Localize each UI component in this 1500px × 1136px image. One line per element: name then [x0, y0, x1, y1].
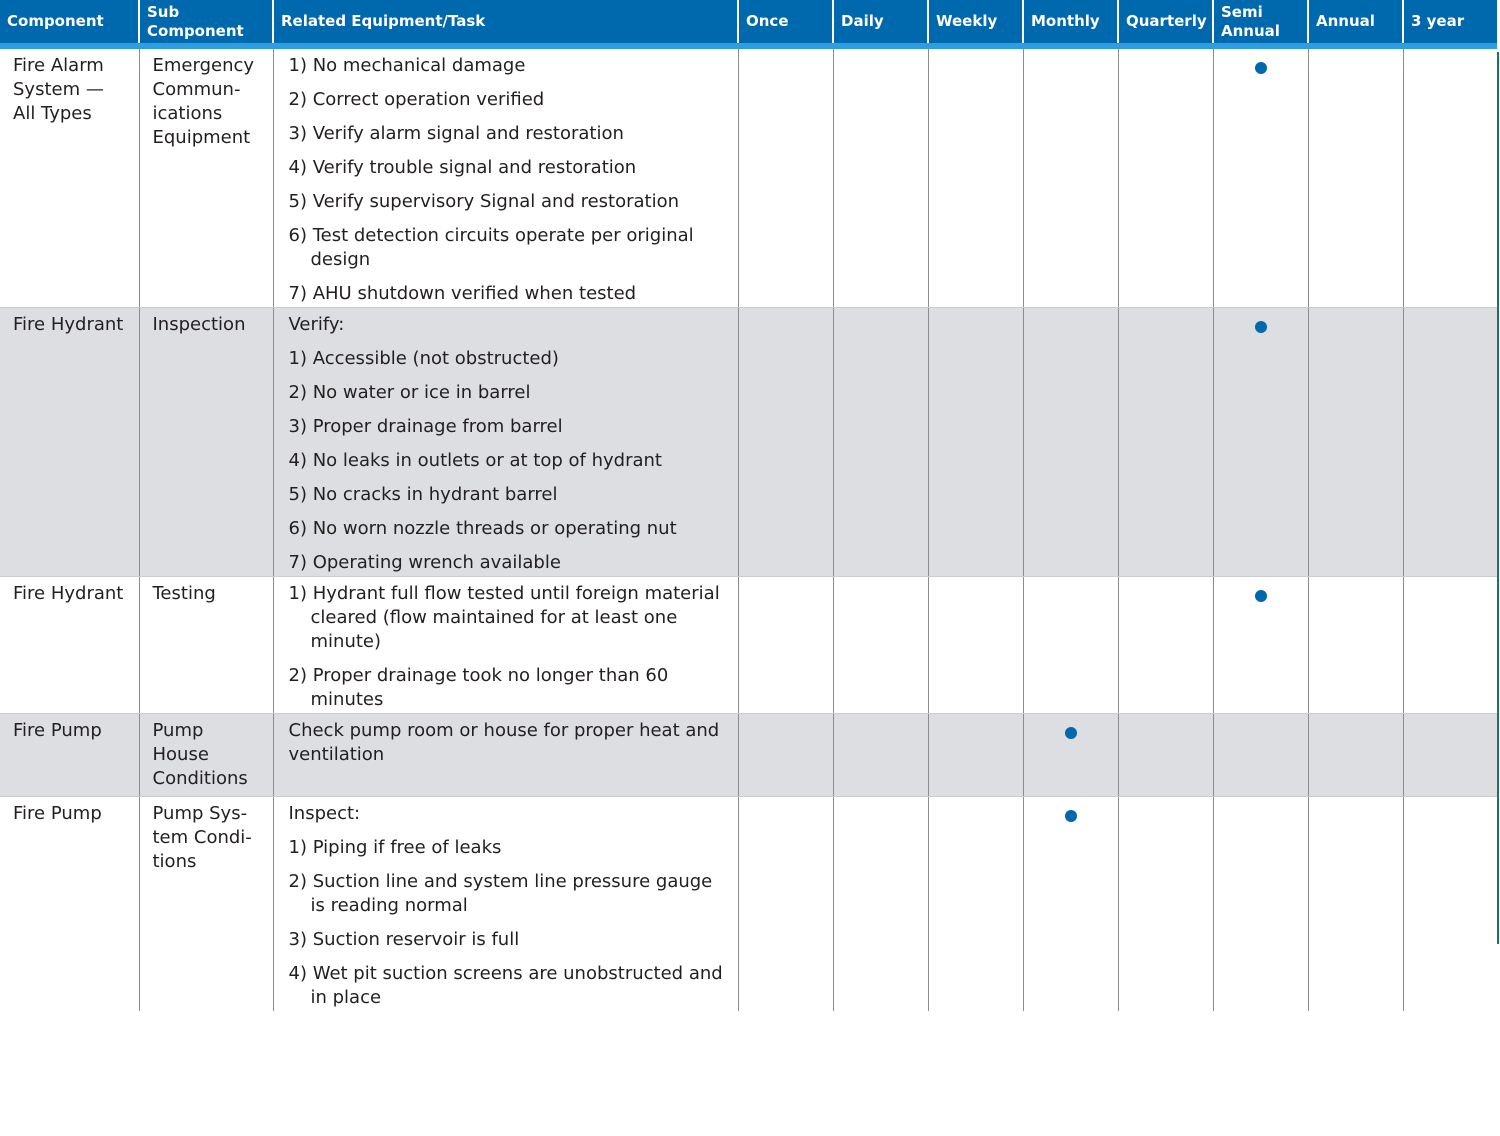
- semi-annual-cell: [1213, 797, 1308, 1012]
- task-item: 3) Verify alarm signal and restoration: [288, 123, 624, 144]
- task-item: 1) Piping if free of leaks: [288, 837, 502, 858]
- semi-annual-cell: [1213, 714, 1308, 797]
- header-once: Once: [738, 0, 833, 46]
- frequency-dot-icon: [1255, 321, 1267, 333]
- once-cell: [738, 308, 833, 577]
- table-row: [0, 577, 1497, 714]
- quarterly-cell: [1118, 46, 1213, 308]
- annual-cell: [1308, 308, 1403, 577]
- task-cell: [273, 308, 738, 577]
- monthly-cell: [1023, 577, 1118, 714]
- table-row: [0, 46, 1497, 308]
- task-item: 4) Wet pit suction screens are unobstructed and in place: [288, 963, 723, 1008]
- task-item: 7) Operating wrench available: [288, 552, 561, 573]
- quarterly-cell: [1118, 308, 1213, 577]
- three-year-cell: [1403, 46, 1497, 308]
- once-cell: [738, 577, 833, 714]
- task-item: 2) Proper drainage took no longer than 60 minutes: [288, 665, 669, 710]
- table-row: [0, 714, 1497, 797]
- task-item: 1) Accessible (not obstructed): [288, 348, 559, 369]
- task-item: 4) Verify trouble signal and restoration: [288, 157, 637, 178]
- sub-component-cell: Emergency Commun-ications Equipment: [139, 46, 273, 308]
- task-item: 6) No worn nozzle threads or operating nut: [288, 518, 677, 539]
- component-cell: Fire Pump: [0, 797, 139, 1012]
- header-component: Component: [0, 0, 139, 46]
- task-cell: [273, 797, 738, 1012]
- task-item: 5) Verify supervisory Signal and restoration: [288, 191, 680, 212]
- table-row: [0, 797, 1497, 1012]
- once-cell: [738, 797, 833, 1012]
- task-cell: [273, 46, 738, 308]
- monthly-cell: [1023, 46, 1118, 308]
- annual-cell: [1308, 714, 1403, 797]
- task-intro: Inspect:: [288, 803, 361, 824]
- task-item: 1) No mechanical damage: [288, 55, 526, 76]
- sub-component-cell: Pump Sys-tem Condi-tions: [139, 797, 273, 1012]
- semi-annual-cell: [1213, 308, 1308, 577]
- frequency-dot-icon: [1065, 727, 1077, 739]
- component-cell: Fire Pump: [0, 714, 139, 797]
- task-item: Check pump room or house for proper heat and ventilation: [288, 720, 720, 765]
- component-cell: Fire Hydrant: [0, 577, 139, 714]
- task-item: 4) No leaks in outlets or at top of hydrant: [288, 450, 662, 471]
- page-edge-rule: [1497, 52, 1499, 944]
- task-cell: [273, 714, 738, 797]
- weekly-cell: [928, 577, 1023, 714]
- sub-component-cell: Pump House Conditions: [139, 714, 273, 797]
- task-item: 2) No water or ice in barrel: [288, 382, 531, 403]
- header-quarterly: Quarterly: [1118, 0, 1213, 46]
- frequency-dot-icon: [1255, 590, 1267, 602]
- header-task: Related Equipment/Task: [273, 0, 738, 46]
- component-cell: Fire Alarm System — All Types: [0, 46, 139, 308]
- header-monthly: Monthly: [1023, 0, 1118, 46]
- three-year-cell: [1403, 714, 1497, 797]
- task-item: 2) Correct operation verified: [288, 89, 545, 110]
- annual-cell: [1308, 46, 1403, 308]
- daily-cell: [833, 308, 928, 577]
- once-cell: [738, 714, 833, 797]
- monthly-cell: [1023, 308, 1118, 577]
- task-item: 3) Suction reservoir is full: [288, 929, 520, 950]
- annual-cell: [1308, 577, 1403, 714]
- sub-component-cell: Inspection: [139, 308, 273, 577]
- frequency-dot-icon: [1255, 62, 1267, 74]
- daily-cell: [833, 46, 928, 308]
- header-daily: Daily: [833, 0, 928, 46]
- header-three-year: 3 year: [1403, 0, 1497, 46]
- header-semi-annual: Semi Annual: [1213, 0, 1308, 46]
- header-row: [0, 0, 1497, 46]
- quarterly-cell: [1118, 797, 1213, 1012]
- component-cell: Fire Hydrant: [0, 308, 139, 577]
- daily-cell: [833, 797, 928, 1012]
- header-sub-component: Sub Component: [139, 0, 273, 46]
- task-intro: Verify:: [288, 314, 345, 335]
- task-cell: [273, 577, 738, 714]
- table-row: [0, 308, 1497, 577]
- daily-cell: [833, 714, 928, 797]
- monthly-cell: [1023, 714, 1118, 797]
- header-annual: Annual: [1308, 0, 1403, 46]
- quarterly-cell: [1118, 577, 1213, 714]
- three-year-cell: [1403, 308, 1497, 577]
- sub-component-cell: Testing: [139, 577, 273, 714]
- monthly-cell: [1023, 797, 1118, 1012]
- task-item: 2) Suction line and system line pressure gauge is reading normal: [288, 871, 713, 916]
- task-item: 7) AHU shutdown verified when tested: [288, 283, 637, 304]
- semi-annual-cell: [1213, 577, 1308, 714]
- three-year-cell: [1403, 577, 1497, 714]
- annual-cell: [1308, 797, 1403, 1012]
- three-year-cell: [1403, 797, 1497, 1012]
- weekly-cell: [928, 714, 1023, 797]
- header-weekly: Weekly: [928, 0, 1023, 46]
- task-item: 6) Test detection circuits operate per original design: [288, 225, 694, 270]
- task-item: 3) Proper drainage from barrel: [288, 416, 563, 437]
- weekly-cell: [928, 308, 1023, 577]
- weekly-cell: [928, 46, 1023, 308]
- task-item: 1) Hydrant full flow tested until foreign material cleared (flow maintained for at least one minute): [288, 583, 720, 652]
- once-cell: [738, 46, 833, 308]
- task-item: 5) No cracks in hydrant barrel: [288, 484, 558, 505]
- semi-annual-cell: [1213, 46, 1308, 308]
- quarterly-cell: [1118, 714, 1213, 797]
- frequency-dot-icon: [1065, 810, 1077, 822]
- daily-cell: [833, 577, 928, 714]
- weekly-cell: [928, 797, 1023, 1012]
